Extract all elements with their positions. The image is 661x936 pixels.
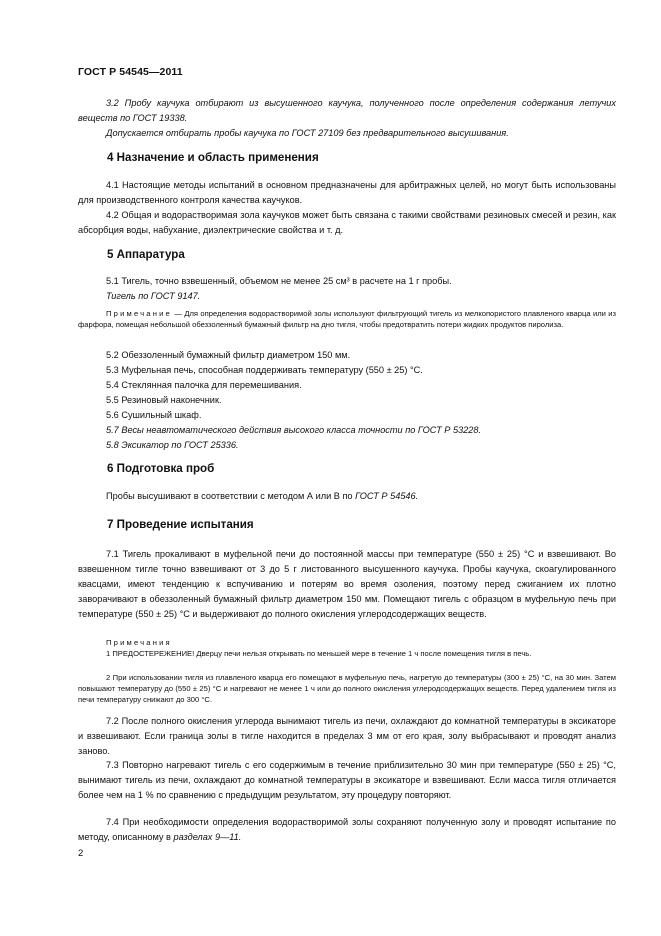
note-label: Примечание xyxy=(106,309,172,318)
paragraph-7-2: 7.2 После полного окисления углерода вынимают тигель из печи, охлаждают до комнатной температуры в эксикаторе и взвешивают. Если граница золы в тигле находится в пределах 3 мм от его края, золу выбрасывают и проводят анализ заново. xyxy=(78,716,616,756)
list-item: 5.3 Муфельная печь, способная поддерживать температуру (550 ± 25) °C. xyxy=(106,365,423,375)
paragraph-7-4-text: 7.4 При необходимости определения водорастворимой золы сохраняют полученную золу и проводят испытание по методу, описанному в xyxy=(78,817,616,842)
paragraph-5-1: 5.1 Тигель, точно взвешенный, объемом не менее 25 см³ в расчете на 1 г пробы. xyxy=(106,276,452,286)
paragraph-4-2: 4.2 Общая и водорастворимая зола каучуков может быть связана с такими свойствами резиновых смесей и резин, как абсорбция воды, набухание, диэлектрические свойства и т. д. xyxy=(78,210,616,235)
paragraph-6-gost: ГОСТ Р 54546. xyxy=(355,491,419,501)
notes-label: Примечания xyxy=(106,638,172,647)
paragraph-7-4 xyxy=(78,815,616,845)
paragraph-5-1-gost: Тигель по ГОСТ 9147. xyxy=(106,291,201,301)
paragraph-7-3: 7.3 Повторно нагревают тигель с его содержимым в течение приблизительно 30 мин при температуре (550 ± 25) °C, вынимают тигель из печи, охлаждают до комнатной температуры в эксикаторе и взвешивают. Если масса тигля отличается более чем на 1 % по сравнению с предыдущим результатом, эту процедуру повторяют. xyxy=(78,760,616,800)
section-4-title: 4 Назначение и область применения xyxy=(107,151,319,164)
paragraph-7-1: 7.1 Тигель прокаливают в муфельной печи до постоянной массы при температуре (550 ± 25) °C и взвешивают. Во взвешенном тигле точно взвешивают от 3 до 5 г листованного высушенного каучука. Пробы каучука, скоагулированного квасцами, имеют тенденцию к вспучиванию и потерям во время озоления, поэтому перед сжиганием их плотно заворачивают в обеззоленный бумажный фильтр диаметром 150 мм. Помещают тигель с образцом в муфельную печь при температуре (550 ± 25) °C и выдерживают до полного окисления углеродсодержащих веществ. xyxy=(78,549,616,619)
section-5-title: 5 Аппаратура xyxy=(107,248,185,261)
list-item: 5.6 Сушильный шкаф. xyxy=(106,410,202,420)
list-item: 5.8 Эксикатор по ГОСТ 25336. xyxy=(106,440,239,450)
paragraph-3-2-allowed: Допускается отбирать пробы каучука по ГОСТ 27109 без предварительного высушивания. xyxy=(106,128,509,138)
paragraph-6-text: Пробы высушивают в соответствии с методом А или В по xyxy=(106,491,356,501)
paragraph-3-2: 3.2 Пробу каучука отбирают из высушенного каучука, полученного после определения содержания летучих веществ по ГОСТ 19338. xyxy=(78,98,616,123)
note-text: — Для определения водорастворимой золы используют фильтрующий тигель из мелкопористого плавленого кварца или из фарфора, помещая небольшой обеззоленный бумажный фильтр на дно тигля, чтобы предотвратить потери жидких продуктов пиролиза. xyxy=(78,309,616,329)
list-item: 5.2 Обеззоленный бумажный фильтр диаметром 150 мм. xyxy=(106,350,351,360)
note-5-1 xyxy=(78,308,616,330)
note-2: 2 При использовании тигля из плавленого кварца его помещают в муфельную печь, нагретую до температуры (300 ± 25) °C, на 30 мин. Затем повышают температуру до (550 ± 25) °C и нагревают не менее 1 ч или до полного окисления углеродсодержащих веществ. Перед удалением тигля из печи температуру снижают до 300 °C. xyxy=(78,673,616,704)
page-number: 2 xyxy=(78,848,84,859)
paragraph-6 xyxy=(78,489,616,504)
apparatus-list xyxy=(78,348,616,453)
list-item: 5.4 Стеклянная палочка для перемешивания. xyxy=(106,380,302,390)
list-item: 5.5 Резиновый наконечник. xyxy=(106,395,222,405)
paragraph-7-4-ref: разделах 9—11. xyxy=(173,832,242,842)
document-header: ГОСТ Р 54545—2011 xyxy=(78,66,183,78)
paragraph-4-1: 4.1 Настоящие методы испытаний в основном предназначены для арбитражных целей, но могут быть использованы для производственного контроля качества каучуков. xyxy=(78,180,616,205)
section-7-title: 7 Проведение испытания xyxy=(107,518,254,531)
section-6-title: 6 Подготовка проб xyxy=(107,462,215,475)
list-item: 5.7 Весы неавтоматического действия высокого класса точности по ГОСТ Р 53228. xyxy=(106,425,482,435)
note-1: 1 ПРЕДОСТЕРЕЖЕНИЕ! Дверцу печи нельзя открывать по меньшей мере в течение 1 ч после помещения тигля в печь. xyxy=(106,649,532,658)
